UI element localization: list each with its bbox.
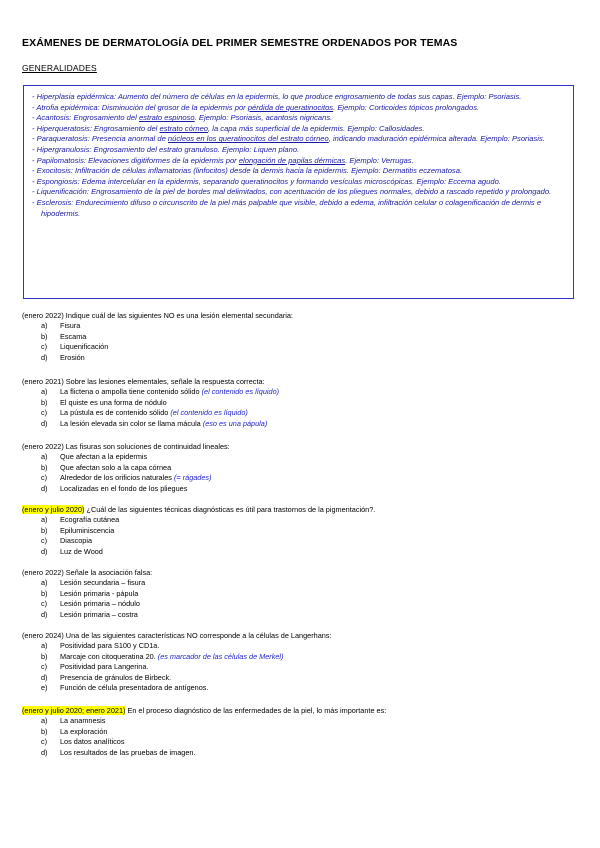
answer-option bbox=[22, 547, 578, 557]
option-letter: d) bbox=[41, 546, 48, 556]
option-text: La exploración bbox=[60, 726, 108, 736]
answer-note: (= rágades) bbox=[173, 473, 212, 483]
question-text: (enero 2022) Indique cuál de las siguientes NO es una lesión elemental secundaria: bbox=[22, 311, 293, 320]
answer-note: (es marcador de las células de Merkel) bbox=[157, 651, 284, 661]
answer-option bbox=[22, 321, 578, 331]
question-block bbox=[22, 706, 578, 758]
answer-option bbox=[22, 673, 578, 683]
question-stem bbox=[22, 377, 578, 387]
option-letter: b) bbox=[41, 331, 48, 341]
question-stem bbox=[22, 568, 578, 578]
option-text: Presencia de gránulos de Birbeck. bbox=[60, 672, 172, 682]
question-block bbox=[22, 311, 578, 363]
option-text: Liquenificación bbox=[60, 342, 109, 352]
answer-option bbox=[22, 578, 578, 588]
definition-item: - Paraqueratosis: Presencia anormal de núcleos en los queratinocitos del estrato córneo, indicando maduración epidérmica alterada. Ejemplo: Psoriasis. bbox=[32, 134, 545, 144]
answer-option bbox=[22, 408, 578, 418]
option-letter: a) bbox=[41, 452, 48, 462]
option-text: Lesión secundaria – fisura bbox=[60, 578, 146, 588]
options-list bbox=[22, 387, 578, 429]
answer-option bbox=[22, 536, 578, 546]
option-letter: d) bbox=[41, 483, 48, 493]
answer-option bbox=[22, 484, 578, 494]
answer-option bbox=[22, 589, 578, 599]
answer-note: (eso es una pápula) bbox=[202, 418, 268, 428]
option-letter: d) bbox=[41, 747, 48, 757]
definition-item: - Hipergranulosis: Engrosamiento del estrato granuloso. Ejemplo: Liquen plano. bbox=[32, 144, 300, 154]
option-letter: b) bbox=[41, 726, 48, 736]
option-letter: d) bbox=[41, 418, 48, 428]
option-letter: a) bbox=[41, 321, 48, 331]
definition-item: - Atrofia epidérmica: Disminución del grosor de la epidermis por pérdida de queratinocitos. Ejemplo: Corticoides tópicos prolongados. bbox=[32, 102, 480, 112]
option-text: Fisura bbox=[60, 321, 81, 331]
question-text: (enero 2024) Una de las siguientes características NO corresponde a la células de Langerhans: bbox=[22, 631, 332, 640]
options-list bbox=[22, 641, 578, 693]
question-stem bbox=[22, 442, 578, 452]
option-letter: a) bbox=[41, 578, 48, 588]
definition-item: - Esclerosis: Endurecimiento difuso o circunscrito de la piel más palpable que visible, debido a edema, infiltración celular o colagenificación de dermis e hipodermis. bbox=[32, 197, 542, 218]
answer-option bbox=[22, 419, 578, 429]
option-text: Función de célula presentadora de antígenos. bbox=[60, 683, 209, 693]
option-text: La anamnesis bbox=[60, 716, 106, 726]
question-block bbox=[22, 377, 578, 429]
underlined-term: pérdida de queratinocitos bbox=[247, 102, 334, 112]
option-text: Positividad para S100 y CD1a. bbox=[60, 641, 160, 651]
option-text: Ecografía cutánea bbox=[60, 515, 120, 525]
option-text: Diascopia bbox=[60, 536, 93, 546]
option-letter: a) bbox=[41, 515, 48, 525]
page-title: EXÁMENES DE DERMATOLOGÍA DEL PRIMER SEMESTRE ORDENADOS POR TEMAS bbox=[22, 37, 458, 49]
definition-item: - Papilomatosis: Elevaciones digitiformes de la epidermis por elongación de papilas dérmicas. Ejemplo: Verrugas. bbox=[32, 155, 414, 165]
answer-note: (el contenido es líquido) bbox=[170, 408, 248, 418]
question-stem bbox=[22, 706, 578, 716]
question-text: En el proceso diagnóstico de las enfermedades de la piel, lo más importante es: bbox=[125, 706, 387, 715]
question-text: (enero 2022) Señale la asociación falsa: bbox=[22, 568, 153, 577]
highlighted-exam-date: (enero y julio 2020) bbox=[22, 505, 85, 514]
options-list bbox=[22, 716, 578, 758]
definition-item: - Acantosis: Engrosamiento del estrato espinoso. Ejemplo: Psoriasis, acantosis nigricans. bbox=[32, 113, 333, 123]
answer-option bbox=[22, 387, 578, 397]
option-letter: c) bbox=[41, 737, 48, 747]
option-letter: b) bbox=[41, 525, 48, 535]
option-letter: c) bbox=[41, 473, 48, 483]
question-stem bbox=[22, 311, 578, 321]
question-stem bbox=[22, 505, 578, 515]
answer-option bbox=[22, 463, 578, 473]
definition-item: - Exocitosis: Infiltración de células inflamatorias (linfocitos) desde la dermis hacia la epidermis. Ejemplo: Dermatitis eczematosa. bbox=[32, 166, 463, 176]
question-block bbox=[22, 568, 578, 620]
answer-option bbox=[22, 610, 578, 620]
answer-option bbox=[22, 398, 578, 408]
option-letter: b) bbox=[41, 397, 48, 407]
answer-option bbox=[22, 332, 578, 342]
underlined-term: núcleos en los queratinocitos del estrato córneo bbox=[167, 134, 329, 144]
option-text: Los datos analíticos bbox=[60, 737, 125, 747]
options-list bbox=[22, 578, 578, 620]
answer-option bbox=[22, 526, 578, 536]
option-text: Epiluminiscencia bbox=[60, 525, 115, 535]
section-heading: GENERALIDADES bbox=[22, 63, 97, 73]
option-text: Lesión primaria – nódulo bbox=[60, 599, 140, 609]
underlined-term: estrato espinoso bbox=[138, 113, 195, 123]
option-letter: c) bbox=[41, 662, 48, 672]
option-letter: a) bbox=[41, 641, 48, 651]
definition-item: - Hiperplasia epidérmica: Aumento del número de células en la epidermis, lo que produce engrosamiento de todas sus capas. Ejemplo: Psoriasis. bbox=[32, 92, 522, 101]
answer-option bbox=[22, 599, 578, 609]
option-letter: b) bbox=[41, 462, 48, 472]
question-block bbox=[22, 442, 578, 494]
answer-option bbox=[22, 683, 578, 693]
option-letter: a) bbox=[41, 716, 48, 726]
answer-option bbox=[22, 716, 578, 726]
option-text: Luz de Wood bbox=[60, 546, 103, 556]
question-text: ¿Cuál de las siguientes técnicas diagnósticas es útil para trastornos de la pigmentación?. bbox=[84, 505, 376, 514]
option-letter: c) bbox=[41, 536, 48, 546]
answer-option bbox=[22, 342, 578, 352]
options-list bbox=[22, 452, 578, 494]
underlined-term: estrato córneo bbox=[159, 123, 209, 133]
definition-item: - Espongiosis: Edema intercelular en la epidermis, separando queratinocitos y formando vesículas microscópicas. Ejemplo: Eccema agudo. bbox=[32, 176, 501, 186]
option-letter: a) bbox=[41, 387, 48, 397]
question-text: (enero 2021) Sobre las lesiones elementales, señale la respuesta correcta: bbox=[22, 377, 265, 386]
answer-option bbox=[22, 641, 578, 651]
option-letter: c) bbox=[41, 342, 48, 352]
option-text: Los resultados de las pruebas de imagen. bbox=[60, 747, 196, 757]
definition-item: - Hiperqueratosis: Engrosamiento del estrato córneo, la capa más superficial de la epidermis. Ejemplo: Callosidades. bbox=[32, 123, 425, 133]
option-text: El quiste es una forma de nódulo bbox=[60, 397, 167, 407]
question-text: (enero 2022) Las fisuras son soluciones de continuidad lineales: bbox=[22, 442, 230, 451]
definitions-box bbox=[23, 85, 574, 299]
answer-option bbox=[22, 452, 578, 462]
option-letter: c) bbox=[41, 599, 48, 609]
option-letter: c) bbox=[41, 408, 48, 418]
option-letter: b) bbox=[41, 588, 48, 598]
option-text: Que afectan a la epidermis bbox=[60, 452, 148, 462]
answer-option bbox=[22, 353, 578, 363]
answer-option bbox=[22, 748, 578, 758]
answer-option bbox=[22, 473, 578, 483]
option-text: Lesión primaria - pápula bbox=[60, 588, 139, 598]
option-text: Escama bbox=[60, 331, 87, 341]
answer-option bbox=[22, 662, 578, 672]
option-letter: d) bbox=[41, 609, 48, 619]
underlined-term: elongación de papilas dérmicas bbox=[238, 155, 346, 165]
highlighted-exam-date: (enero y julio 2020; enero 2021) bbox=[22, 706, 126, 715]
answer-option bbox=[22, 737, 578, 747]
option-letter: e) bbox=[41, 683, 48, 693]
option-letter: b) bbox=[41, 651, 48, 661]
option-text: Que afectan solo a la capa córnea bbox=[60, 462, 172, 472]
option-text: La lesión elevada sin color se llama mácula bbox=[60, 418, 203, 428]
answer-note: (el contenido es líquido) bbox=[201, 387, 280, 397]
option-text: La pústula es de contenido sólido bbox=[60, 408, 171, 418]
option-text: Marcaje con citoqueratina 20. bbox=[60, 651, 158, 661]
option-text: La flictena o ampolla tiene contenido sólido bbox=[60, 387, 202, 397]
question-block bbox=[22, 631, 578, 693]
options-list bbox=[22, 321, 578, 363]
answer-option bbox=[22, 727, 578, 737]
option-text: Positividad para Langerina. bbox=[60, 662, 149, 672]
options-list bbox=[22, 515, 578, 557]
option-text: Erosión bbox=[60, 352, 85, 362]
option-letter: d) bbox=[41, 672, 48, 682]
answer-option bbox=[22, 515, 578, 525]
option-letter: d) bbox=[41, 352, 48, 362]
option-text: Localizadas en el fondo de los pliegues bbox=[60, 483, 188, 493]
definition-item: - Liquenificación: Engrosamiento de la piel de bordes mal delimitados, con acentuación de los pliegues normales, debido a rascado repetido y prolongado. bbox=[32, 187, 552, 197]
option-text: Lesión primaria – costra bbox=[60, 609, 138, 619]
question-stem bbox=[22, 631, 578, 641]
answer-option bbox=[22, 652, 578, 662]
option-text: Alrededor de los orificios naturales bbox=[60, 473, 174, 483]
question-block bbox=[22, 505, 578, 557]
